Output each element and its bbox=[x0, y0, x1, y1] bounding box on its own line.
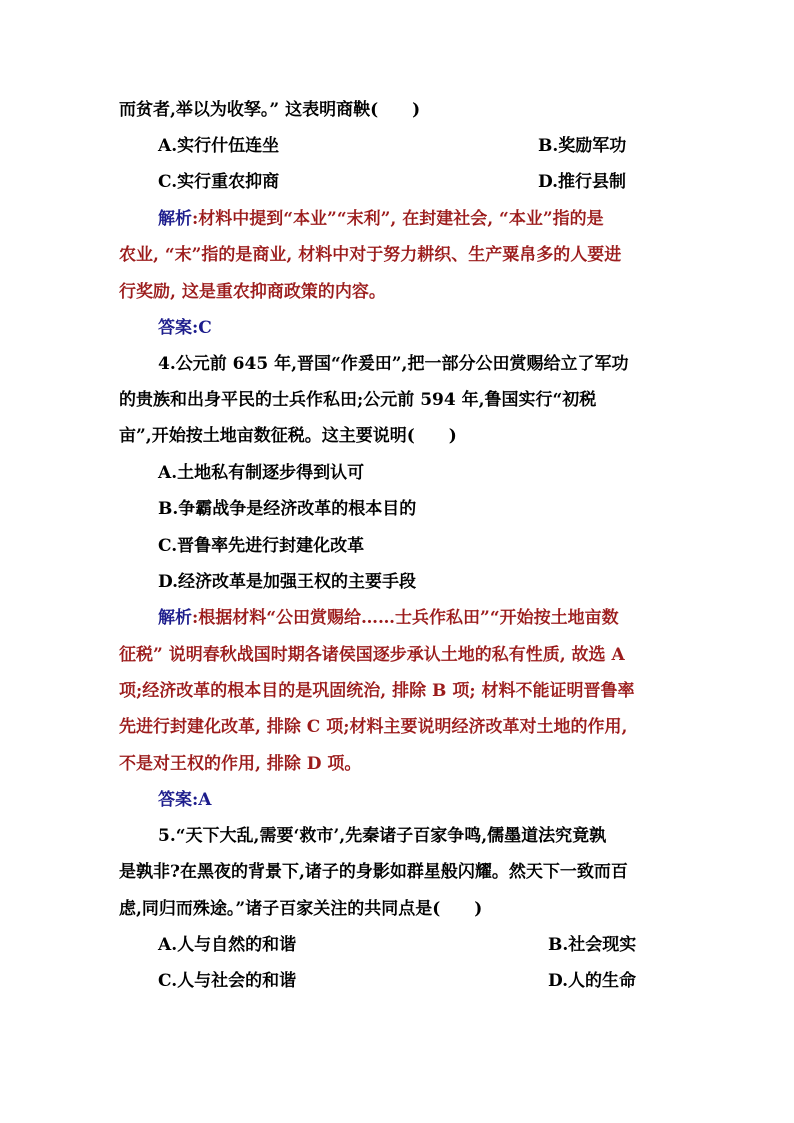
q4-answer bbox=[158, 790, 718, 810]
q5-stem-line-3: 虑,同归而殊途。”诸子百家关注的共同点是( ) bbox=[119, 899, 483, 919]
q4-stem-line-3: 亩”,开始按土地亩数征税。这主要说明( ) bbox=[119, 426, 457, 446]
q4-analysis-line-2: 征税” 说明春秋战国时期各诸侯国逐步承认土地的私有性质, 故选 A bbox=[119, 645, 625, 665]
q4-analysis-line-1 bbox=[158, 608, 718, 628]
q5-option-b: B.社会现实 bbox=[548, 935, 637, 955]
q3-analysis-line-2: 农业, “末”指的是商业, 材料中对于努力耕织、生产粟帛多的人要进 bbox=[119, 245, 622, 265]
q3-stem-tail: 而贫者,举以为收孥。” 这表明商鞅( ) bbox=[119, 100, 421, 120]
q4-answer-label: 答案 bbox=[158, 790, 192, 810]
q5-option-a: A.人与自然的和谐 bbox=[158, 935, 297, 955]
q4-analysis-line-5: 不是对王权的作用, 排除 D 项。 bbox=[119, 754, 362, 774]
q5-stem-line-2: 是孰非?在黑夜的背景下,诸子的身影如群星般闪耀。然天下一致而百 bbox=[119, 862, 628, 882]
q4-analysis-line-3: 项;经济改革的根本目的是巩固统治, 排除 B 项; 材料不能证明晋鲁率 bbox=[119, 681, 635, 701]
q4-answer-value: :A bbox=[192, 790, 212, 810]
q4-analysis-label: 解析 bbox=[158, 608, 192, 628]
q3-option-d: D.推行县制 bbox=[538, 172, 627, 192]
q3-options-row-2 bbox=[158, 172, 718, 192]
q4-option-b: B.争霸战争是经济改革的根本目的 bbox=[158, 499, 417, 519]
q3-answer-value: :C bbox=[192, 318, 212, 338]
q4-analysis-line-4: 先进行封建化改革, 排除 C 项;材料主要说明经济改革对土地的作用, bbox=[119, 717, 628, 737]
q5-option-c: C.人与社会的和谐 bbox=[158, 971, 297, 991]
q4-stem-line-2: 的贵族和出身平民的士兵作私田;公元前 594 年,鲁国实行“初税 bbox=[119, 390, 597, 410]
q4-option-a: A.土地私有制逐步得到认可 bbox=[158, 463, 365, 483]
q4-option-c: C.晋鲁率先进行封建化改革 bbox=[158, 536, 365, 556]
q3-options-row-1 bbox=[158, 136, 718, 156]
q5-options-row-2 bbox=[158, 971, 718, 991]
q3-analysis-line-3: 行奖励, 这是重农抑商政策的内容。 bbox=[119, 282, 386, 302]
q3-answer bbox=[158, 318, 718, 338]
q5-options-row-1 bbox=[158, 935, 718, 955]
q4-option-d: D.经济改革是加强王权的主要手段 bbox=[158, 572, 417, 592]
q3-option-c: C.实行重农抑商 bbox=[158, 172, 280, 192]
q5-stem-line-1: 5.“天下大乱,需要‘救市’,先秦诸子百家争鸣,儒墨道法究竟孰 bbox=[158, 826, 607, 846]
q3-analysis-text-1: :材料中提到“本业”“末利”, 在封建社会, “本业”指的是 bbox=[192, 209, 604, 229]
q3-option-a: A.实行什伍连坐 bbox=[158, 136, 280, 156]
q3-analysis-line-1 bbox=[158, 209, 718, 229]
q5-option-d: D.人的生命 bbox=[548, 971, 637, 991]
q3-option-b: B.奖励军功 bbox=[538, 136, 627, 156]
q3-analysis-label: 解析 bbox=[158, 209, 192, 229]
q4-stem-line-1: 4.公元前 645 年,晋国“作爰田”,把一部分公田赏赐给立了军功 bbox=[158, 354, 629, 374]
q4-analysis-text-1: :根据材料“公田赏赐给……士兵作私田”“开始按土地亩数 bbox=[192, 608, 619, 628]
q3-answer-label: 答案 bbox=[158, 318, 192, 338]
